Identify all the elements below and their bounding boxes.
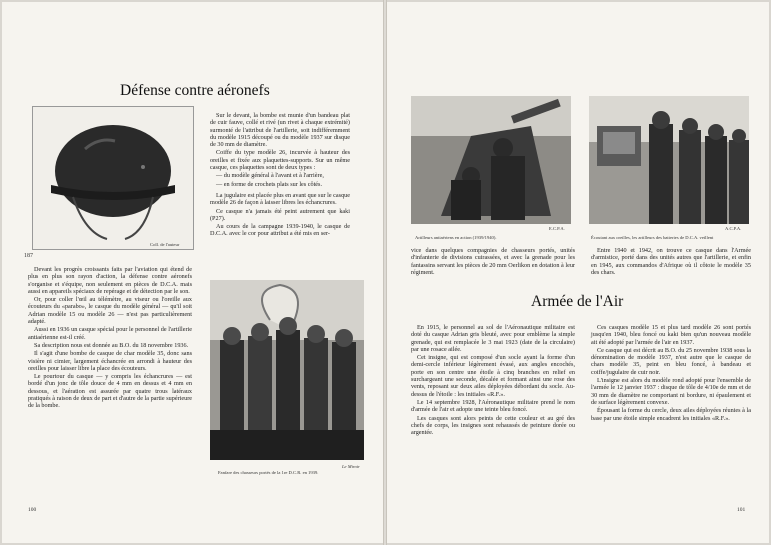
paragraph: Or, pour coller l'œil au télémètre, au viseur ou l'oreille aux écouteurs du «parabo», le casque du modèle général — qu'il soit Adrian modèle 15 ou modèle 26 — n'est pas particulièrement adapté. bbox=[28, 296, 192, 326]
listening-photo bbox=[589, 96, 749, 224]
figure-label: 187 bbox=[24, 253, 33, 259]
paragraph: Le 14 septembre 1928, l'Aéronautique militaire prend le nom d'armée de l'air et adopte une teinte bleu foncé. bbox=[411, 398, 575, 414]
paragraph: Ces casques modèle 15 et plus tard modèle 26 sont portés jusqu'en 1940, bleu foncé ou kaki bien qu'un nouveau modèle ait été adopté par l'armée de l'air en 1937. bbox=[591, 324, 751, 346]
paragraph: La jugulaire est placée plus en avant que sur le casque modèle 26 de façon à laisser libres les échancrures. bbox=[210, 191, 351, 207]
aa-gunners-caption: Artilleurs antiaériens en action (1939/1940). bbox=[415, 235, 497, 240]
paragraph: — en forme de crochets plats sur les côtés. bbox=[216, 180, 323, 188]
paragraph: Il s'agit d'une bombe de casque de char modèle 35, donc sans visière ni cimier, largement échancrée en arrondi à hauteur des oreilles pour laisser libre la place des écouteurs. bbox=[28, 350, 192, 372]
fanfare-illustration bbox=[210, 280, 364, 460]
paragraph: vice dans quelques compagnies de chasseurs portés, unités d'infanterie de divisions cuirassées, et avec la grenade pour les fantassins servant les pièces de 20 mm Oerlikon en dotation à leur régiment. bbox=[411, 247, 575, 276]
listening-illustration bbox=[589, 96, 749, 224]
left-col-2 bbox=[210, 112, 350, 239]
left-col-1 bbox=[28, 266, 192, 411]
helmet-illustration bbox=[33, 107, 193, 249]
aa-gunners-illustration bbox=[411, 96, 571, 224]
paragraph: Ce casque qui est décrit au B.O. du 25 novembre 1938 sous la dénomination de modèle 1937, n'est autre que le casque de chars modèle 35, peint en bleu foncé, à bandeau et coiffe/jugulaire de cuir noir. bbox=[591, 346, 751, 376]
paragraph: Le pourtour du casque — y compris les échancrures — est bordé d'un jonc de tôle douce de 4 mm en dessus et 4 mm en dessous, et l'aération est assurée par quatre trous latéraux pratiqués à raison de deux de part et d'autre de la partie supérieure de la bombe. bbox=[28, 373, 192, 410]
section-heading: Armée de l'Air bbox=[531, 293, 624, 310]
fanfare-photo bbox=[210, 280, 364, 460]
right-col-1 bbox=[411, 324, 575, 437]
paragraph: L'insigne est alors du modèle rond adopté pour l'ensemble de l'armée le 12 janvier 1937 : disque de tôle de 4/10e de mm et de 30 mm de diamètre ne comportant ni bordure, ni épaulement et de surface légèrement convexe. bbox=[591, 377, 751, 406]
page-heading: Défense contre aéronefs bbox=[120, 82, 270, 99]
fanfare-caption: Fanfare des chasseurs portés de la 1re D.C.R. en 1939. bbox=[218, 470, 319, 475]
paragraph: Au cours de la campagne 1939-1940, le casque de D.C.A. avec le cor pour attribut a été mis en ser- bbox=[210, 223, 350, 238]
helmet-photo bbox=[32, 106, 194, 250]
listening-caption: Écoutant aux oreilles, les artilleurs des batteries de D.C.A. veillent bbox=[591, 235, 714, 240]
page-number: 100 bbox=[28, 507, 37, 513]
paragraph: Aussi en 1936 un casque spécial pour le personnel de l'artillerie antiaérienne est-il créé. bbox=[28, 326, 192, 341]
left-page bbox=[2, 2, 383, 543]
aa-gunners-photo bbox=[411, 96, 571, 224]
paragraph: Épousant la forme du cercle, deux ailes déployées réunies à la base par une étoile simple encadrent les initiales «R.F.». bbox=[591, 407, 751, 422]
paragraph: Les casques sont alors peints de cette couleur et au gré des chefs de corps, les insignes sont rehaussés de peinture dorée ou argentée. bbox=[411, 414, 575, 437]
paragraph: Entre 1940 et 1942, on trouve ce casque dans l'Armée d'armistice, porté dans des unités autres que l'artillerie, et enfin en 1945, aux commandos d'Afrique où il côtoie le modèle 35 des chars. bbox=[591, 247, 751, 276]
paragraph: En 1915, le personnel au sol de l'Aéronautique militaire est doté du casque Adrian gris bleuté, avec pour emblème la simple grenade, qui est remplacée le 3 mai 1923 (date de la circulaire) par une rosace ailée. bbox=[411, 324, 575, 353]
page-number: 101 bbox=[737, 507, 746, 513]
fanfare-credit: Le Miroir bbox=[342, 464, 360, 469]
paragraph: Devant les progrès croissants faits par l'aviation qui étend de plus en plus son rayon d'action, la défense contre aéronefs s'organise et s'équipe, non seulement en pièces de D.C.A. mais aussi en appareils spéciaux de repérage et de détection par le son. bbox=[28, 266, 192, 295]
paragraph: Coiffe du type modèle 26, incurvée à hauteur des oreilles et fixée aux plaquettes-supports. Sur un même casque, ces plaquettes sont de deux types : bbox=[210, 149, 350, 172]
right-page bbox=[387, 2, 769, 543]
paragraph: Ce casque n'a jamais été peint autrement que kaki (P27). bbox=[210, 207, 350, 222]
right-top-col-2 bbox=[591, 247, 751, 277]
paragraph: — du modèle général à l'avant et à l'arrière, bbox=[216, 172, 324, 180]
helmet-photo-caption: Coll. de l'auteur bbox=[150, 242, 180, 247]
aa-gunners-credit: E.C.P.A. bbox=[549, 226, 565, 231]
right-top-col-1 bbox=[411, 247, 575, 277]
listening-credit: A.C.P.A. bbox=[725, 226, 742, 231]
paragraph: Sa description nous est donnée au B.O. du 18 novembre 1936. bbox=[34, 341, 189, 349]
right-col-2 bbox=[591, 324, 751, 423]
paragraph: Cet insigne, qui est composé d'un socle ayant la forme d'un demi-cercle inférieur légèrement évasé, aux angles encochés, porte en son centre une étoile à cinq branches en relief en surchargeant une seconde, décalée et formant ainsi une rose des vents, reposant sur deux ailes déployées débordant du socle. Au-dessus de l'étoile : les initiales «R.F.». bbox=[411, 354, 575, 398]
paragraph: Sur le devant, la bombe est munie d'un bandeau plat de cuir fauve, collé et rivé (un rivet à chaque extrémité) surmonté de l'attribut de l'artillerie, soit indifféremment du modèle 1915 découpé ou du modèle 1937 sur disque de 30 mm de diamètre. bbox=[210, 112, 350, 149]
